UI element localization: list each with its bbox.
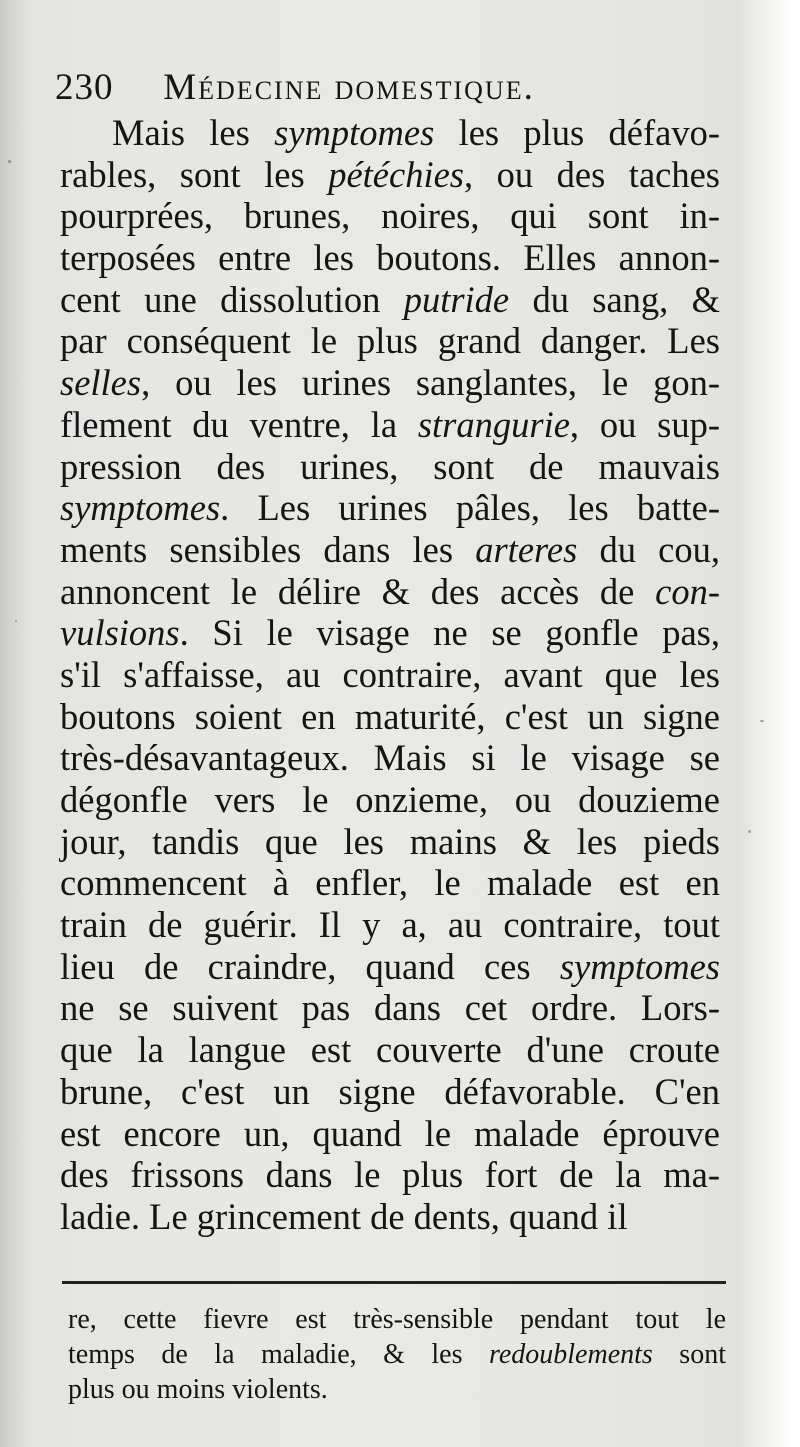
body-line: boutons soient en maturité, c'est un signe <box>60 695 720 737</box>
body-line: lieu de craindre, quand ces symptomes <box>60 945 720 987</box>
body-text <box>60 112 720 1238</box>
print-speck <box>15 620 17 622</box>
body-line: train de guérir. Il y a, au contraire, tout <box>60 904 720 946</box>
page-edge <box>778 0 800 1447</box>
body-line: vulsions. Si le visage ne se gonfle pas, <box>60 612 720 654</box>
print-speck <box>748 830 751 833</box>
body-line: est encore un, quand le malade éprouve <box>60 1112 720 1154</box>
body-line: dégonfle vers le onzieme, ou douzieme <box>60 779 720 820</box>
print-speck <box>760 720 764 722</box>
body-line: ments sensibles dans les arteres du cou, <box>60 528 720 570</box>
body-line: selles, ou les urines sanglantes, le gon- <box>60 362 720 404</box>
page-number: 230 <box>55 67 114 108</box>
body-line: s'il s'affaisse, au contraire, avant que les <box>60 653 720 695</box>
body-line: symptomes. Les urines pâles, les batte- <box>60 487 720 529</box>
body-line: pourprées, brunes, noires, qui sont in- <box>60 195 720 237</box>
running-header <box>55 66 735 116</box>
body-line: que la langue est couverte d'une croute <box>60 1029 720 1071</box>
body-line: cent une dissolution putride du sang, & <box>60 278 721 320</box>
body-line: ne se suivent pas dans cet ordre. Lors- <box>60 987 720 1029</box>
footnote-line: re, cette fievre est très-sensible pendant tout le <box>68 1304 726 1335</box>
body-line: brune, c'est un signe défavorable. C'en <box>60 1070 720 1112</box>
body-line: rables, sont les pétéchies, ou des taches <box>60 153 720 195</box>
print-speck <box>8 160 11 163</box>
body-line: annoncent le délire & des accès de con- <box>60 570 720 612</box>
body-line: commencent à enfler, le malade est en <box>60 862 720 904</box>
footnote-line: plus ou moins violents. <box>68 1374 328 1405</box>
body-line: pression des urines, sont de mauvais <box>60 445 720 487</box>
body-line: par conséquent le plus grand danger. Les <box>60 320 720 362</box>
body-line: flement du ventre, la strangurie, ou sup- <box>60 403 720 445</box>
footnote-rule <box>62 1281 726 1284</box>
body-line: Mais les symptomes les plus défavo- <box>112 112 721 153</box>
body-line: des frissons dans le plus fort de la ma- <box>60 1154 720 1196</box>
body-line: jour, tandis que les mains & les pieds <box>60 820 720 862</box>
footnote-text <box>68 1302 726 1407</box>
body-line: très-désavantageux. Mais si le visage se <box>60 737 720 779</box>
footnote-line: temps de la maladie, & les redoublements sont <box>68 1339 726 1370</box>
body-line: ladie. Le grincement de dents, quand il <box>60 1195 628 1237</box>
body-line: terposées entre les boutons. Elles annon- <box>60 237 720 279</box>
running-title: Médecine domestique. <box>163 67 535 108</box>
